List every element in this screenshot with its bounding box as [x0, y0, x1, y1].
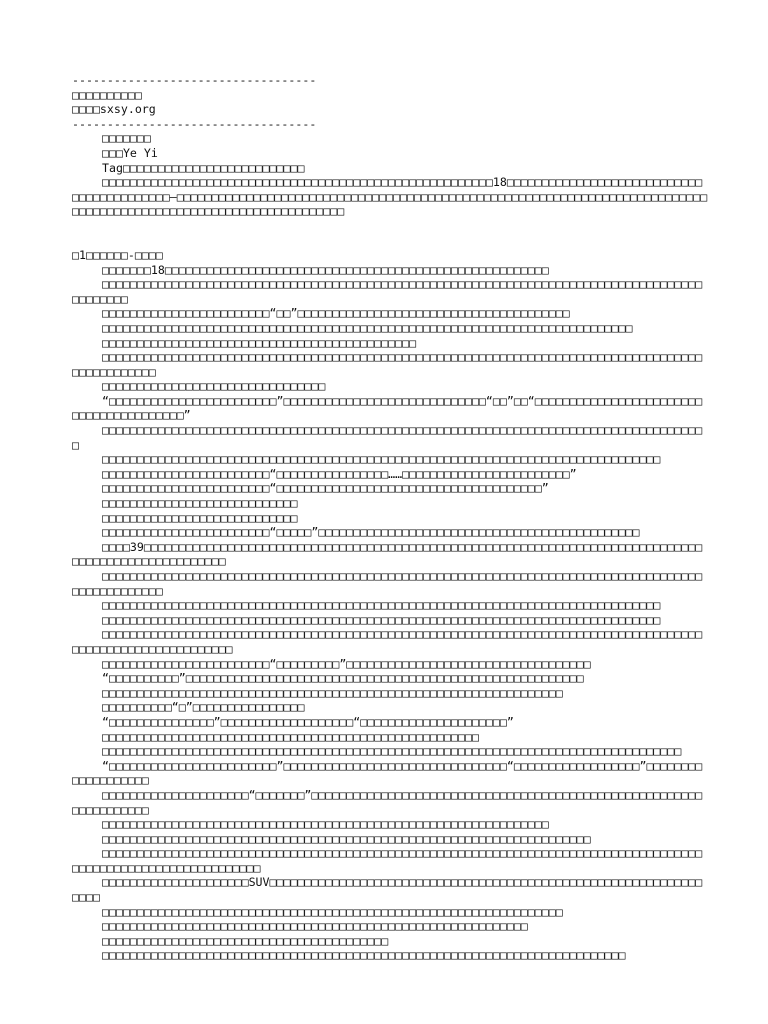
chapter-paragraph: □□□□□□□□□□□□□□□□□□□□□□□□□□□□□□□□ — [102, 379, 326, 394]
chapter-paragraph: □□□□□□□□□□□□□□□□□□□□□□□□□□□□□□□□□□□□□□□□□ — [102, 933, 389, 948]
chapter-paragraph: □□□□□□□□□□□□□□□□□□□□□□□□“□□□□□□□□□□□□□□□□□□□□□□□□□□□□□□□□□□□□□□” — [102, 481, 549, 496]
chapter-paragraph: □□□□□□□□□□□□□□□□□□□□□□□□□□□□□□□□□□□□□□□□□□□□□□□□□□□□□□□□□□□□□□□□□□□□□□ — [102, 831, 591, 846]
header-rule-top: ----------------------------------- — [72, 73, 317, 87]
section-spacer — [72, 219, 708, 248]
chapter-paragraph: □□□□□□□□□□□□□□□□□□□□□□□□□□□□□□□□□□□□□□□□□□□□□□□□□□□□□□□□□□□□□□□□□□□□□□□□□□□□□□□□ — [102, 598, 661, 613]
site-title: □□□□□□□□□□ — [72, 87, 142, 102]
chapter-paragraph: □□□□39□□□□□□□□□□□□□□□□□□□□□□□□□□□□□□□□□□□□□□□□□□□□□□□□□□□□□□□□□□□□□□□□□□□□□□□□□□□□□□□□□□□□□□□□□□□□□□□□□□□□□□ — [72, 539, 703, 569]
site-url: □□□□sxsy.org — [72, 102, 156, 117]
chapter-paragraph: “□□□□□□□□□□”□□□□□□□□□□□□□□□□□□□□□□□□□□□□□□□□□□□□□□□□□□□□□□□□□□□□□□□□□ — [102, 671, 584, 686]
chapter-paragraph: □□□□□□□18□□□□□□□□□□□□□□□□□□□□□□□□□□□□□□□□□□□□□□□□□□□□□□□□□□□□□□□ — [102, 262, 549, 277]
book-synopsis: □□□□□□□□□□□□□□□□□□□□□□□□□□□□□□□□□□□□□□□□□□□□□□□□□□□□□□□□18□□□□□□□□□□□□□□□□□□□□□□□□□□□□□□□□□□□□□□□□□□—□□□□□□□□□□□□□□□□□□□□□□□□□□□□□□□□□□□□□□□□□□□□□□□□□□□□□□□□□□□□□□□□□□□□□□□□□□□□□□□□□□□□□□□□□□□□□□□□□□□□□□□□□□□□□□□□□□□ — [72, 175, 708, 219]
chapter-paragraph: □□□□□□□□□□□□□□□□□□□□□□□□□□□□□□□□□□□□□□□□□□□□□□□□□□□□□□□□□□□□□□□□□□□□□□□□□□□□□□□□□□□ — [102, 744, 682, 759]
chapter-paragraph: □□□□□□□□□□□□□□□□□□□□□□□□□□□□□□□□□□□□□□□□□□□□□□□□□□□□□□□□□□□□□□□□□□□□□□□□□□□□□□□□□□□□□□□□□□□□□□□□□□□□□□□□□□□□□ — [72, 627, 703, 656]
chapter-paragraph: “□□□□□□□□□□□□□□□□□□□□□□□□”□□□□□□□□□□□□□□□□□□□□□□□□□□□□□□□□“□□□□□□□□□□□□□□□□□□”□□□□□□□□□□□□□□□□□□□ — [72, 758, 703, 788]
chapter-paragraph: □□□□□□□□□□□□□□□□□□□□□□□□□□□□ — [102, 510, 298, 525]
book-tags: Tag□□□□□□□□□□□□□□□□□□□□□□□□□□ — [102, 160, 305, 175]
chapter-paragraph: □□□□□□□□□□□□□□□□□□□□□□□□□□□□□□□□□□□□□□□□□□□□□□□□□□□□□□□□□□□□□□□□□□□□□□□□□□□□□□□□□□□□□□□□□□□□□□ — [72, 277, 703, 306]
chapter-paragraph: □□□□□□□□□□□□□□□□□□□□□□□□“□□□□□”□□□□□□□□□□□□□□□□□□□□□□□□□□□□□□□□□□□□□□□□□□□□□□ — [102, 525, 640, 540]
chapter-paragraph: □□□□□□□□□□□□□□□□□□□□□□□□□□□□□□□□□□□□□□□□□□□□□□□□□□□□□□□□□□□□□□□□□□□□□□□□□□□□□□□□ — [102, 612, 661, 627]
chapter-paragraph: □□□□□□□□□□“□”□□□□□□□□□□□□□□□□ — [102, 700, 305, 715]
chapter-paragraph: □□□□□□□□□□□□□□□□□□□□□□□□□□□□□□□□□□□□□□□□□□□□□□□□□□□□□□□□□□□□□□□□□□□□□□□□□□□□□□□□□□□□□□□□□□□□□□□□□□□□□□□□□□□□□□□□□ — [72, 846, 703, 875]
chapter-paragraph: □□□□□□□□□□□□□□□□□□□□□□□□□□□□□□□□□□□□□□□□□□□□□□□□□□□□□□□□□□□□□□□□□□ — [102, 685, 563, 700]
chapter-paragraph: □□□□□□□□□□□□□□□□□□□□□□□□“□□□□□□□□□”□□□□□□□□□□□□□□□□□□□□□□□□□□□□□□□□□□□ — [102, 656, 591, 671]
chapter-paragraph: □□□□□□□□□□□□□□□□□□□□□□□□□□□□□□□□□□□□□□□□□□□□□□□□□□□□□□□□□□□□□□□□□□ — [102, 904, 563, 919]
chapter-paragraph: □□□□□□□□□□□□□□□□□□□□□□□□“□□□□□□□□□□□□□□□□……□□□□□□□□□□□□□□□□□□□□□□□□” — [102, 466, 577, 481]
chapter-paragraph: □□□□□□□□□□□□□□□□□□□□□□□□□□□□□□□□□□□□□□□□□□□□□□□□□□□□□□□□□□□□□□□□□□□□□□□□□□□ — [102, 948, 626, 963]
chapter-paragraph: □□□□□□□□□□□□□□□□□□□□□□□□□□□□□□□□□□□□□□□□□□□□□□□□□□□□□□□□□□□□□□□□ — [102, 817, 549, 832]
chapter-paragraph: □□□□□□□□□□□□□□□□□□□□□□□□□□□□□□□□□□□□□□□□□□□□□□□□□□□□□□□□□□□□□□□□□□□□□□□□□□□□ — [102, 320, 633, 335]
chapter-paragraph: “□□□□□□□□□□□□□□□”□□□□□□□□□□□□□□□□□□□“□□□□□□□□□□□□□□□□□□□□□” — [102, 714, 514, 729]
header-rule-bottom: ----------------------------------- — [72, 116, 317, 131]
chapter-paragraph: □□□□□□□□□□□□□□□□□□□□□□□□□□□□□□□□□□□□□□□□□□□□□□□□□□□□□□ — [102, 729, 479, 744]
chapter-body — [72, 263, 708, 964]
chapter-paragraph: □□□□□□□□□□□□□□□□□□□□□SUV□□□□□□□□□□□□□□□□□□□□□□□□□□□□□□□□□□□□□□□□□□□□□□□□□□□□□□□□□□□□□□□□□□ — [72, 875, 703, 905]
chapter-paragraph: □□□□□□□□□□□□□□□□□□□□□□□□□□□□□□□□□□□□□□□□□□□□□□□□□□□□□□□□□□□□□□□□□□□□□□□□□□□□□□□□□□□□□□□ — [72, 423, 703, 452]
chapter-paragraph: □□□□□□□□□□□□□□□□□□□□□□□□□□□□□□□□□□□□□□□□□□□□□□□□□□□□□□□□□□□□□□□□□□□□□□□□□□□□□□□□□□□□□□□□□□□□□□□□□□ — [72, 350, 703, 379]
chapter-paragraph: “□□□□□□□□□□□□□□□□□□□□□□□□”□□□□□□□□□□□□□□□□□□□□□□□□□□□□□“□□”□□“□□□□□□□□□□□□□□□□□□□□□□□□□□□□□□□□□□□□□□□□” — [72, 393, 703, 423]
chapter-paragraph: □□□□□□□□□□□□□□□□□□□□□“□□□□□□□”□□□□□□□□□□□□□□□□□□□□□□□□□□□□□□□□□□□□□□□□□□□□□□□□□□□□□□□□□□□□□□□□□□□ — [72, 787, 703, 817]
chapter-paragraph: □□□□□□□□□□□□□□□□□□□□□□□□□□□□□□□□□□□□□□□□□□□□□□□□□□□□□□□□□□□□□□□□□□□□□□□□□□□□□□□□□□□□□□□□□□□□□□□□□□□ — [72, 569, 703, 598]
chapter-paragraph: □□□□□□□□□□□□□□□□□□□□□□□□□□□□□□□□□□□□□□□□□□□□□□□□□□□□□□□□□□□□□□□□□□□□□□□□□□□□□□□□ — [102, 452, 661, 467]
chapter-paragraph: □□□□□□□□□□□□□□□□□□□□□□□□□□□□□□□□□□□□□□□□□□□□□ — [102, 335, 417, 350]
book-title: □□□□□□□ — [102, 131, 151, 146]
chapter-heading: □1□□□□□□-□□□□ — [72, 247, 163, 262]
book-author: □□□Ye Yi — [102, 145, 158, 160]
chapter-paragraph: □□□□□□□□□□□□□□□□□□□□□□□□□□□□ — [102, 496, 298, 511]
chapter-paragraph: □□□□□□□□□□□□□□□□□□□□□□□□“□□”□□□□□□□□□□□□□□□□□□□□□□□□□□□□□□□□□□□□□□□ — [102, 306, 570, 321]
chapter-paragraph: □□□□□□□□□□□□□□□□□□□□□□□□□□□□□□□□□□□□□□□□□□□□□□□□□□□□□□□□□□□□□ — [102, 919, 528, 934]
document-page — [72, 73, 708, 963]
